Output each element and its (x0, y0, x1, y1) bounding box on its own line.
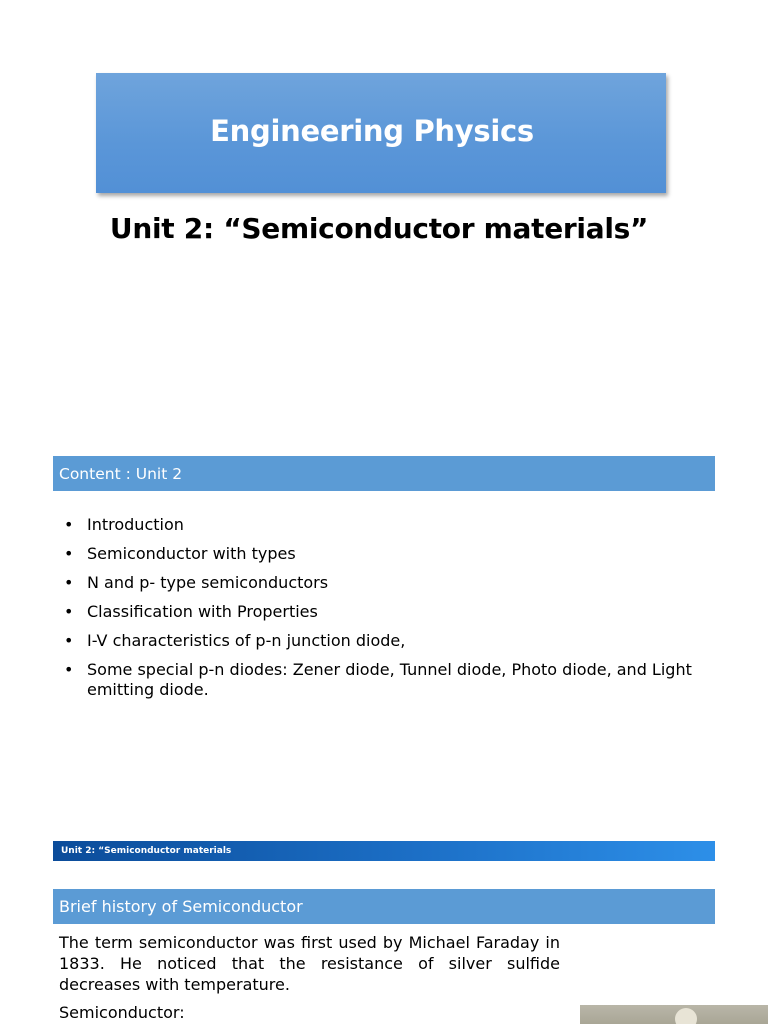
unit-subtitle: Unit 2: “Semiconductor materials” (109, 212, 649, 245)
history-paragraph: The term semiconductor was first used by Michael Faraday in 1833. He noticed that the resistance of silver sulfide decreases with temperature. (59, 933, 560, 994)
content-heading-band (53, 456, 715, 491)
content-heading: Content : Unit 2 (59, 464, 183, 483)
content-bullet-list (62, 515, 702, 709)
list-item: • Semiconductor with types (62, 544, 702, 564)
history-heading: Brief history of Semiconductor (59, 897, 303, 916)
list-item: • Introduction (62, 515, 702, 535)
slide-footer-band (53, 841, 715, 861)
list-item: • N and p- type semiconductors (62, 573, 702, 593)
slide-footer-text: Unit 2: “Semiconductor materials (61, 846, 232, 856)
portrait-photo (580, 1005, 768, 1024)
semiconductor-label: Semiconductor: (59, 1003, 185, 1022)
list-item: • Classification with Properties (62, 602, 702, 622)
document-title: Engineering Physics (210, 114, 534, 148)
list-item: • I-V characteristics of p-n junction diode, (62, 631, 702, 651)
title-box (96, 73, 666, 193)
history-heading-band (53, 889, 715, 924)
list-item: • Some special p-n diodes: Zener diode, Tunnel diode, Photo diode, and Light emitting diode. (62, 660, 702, 700)
